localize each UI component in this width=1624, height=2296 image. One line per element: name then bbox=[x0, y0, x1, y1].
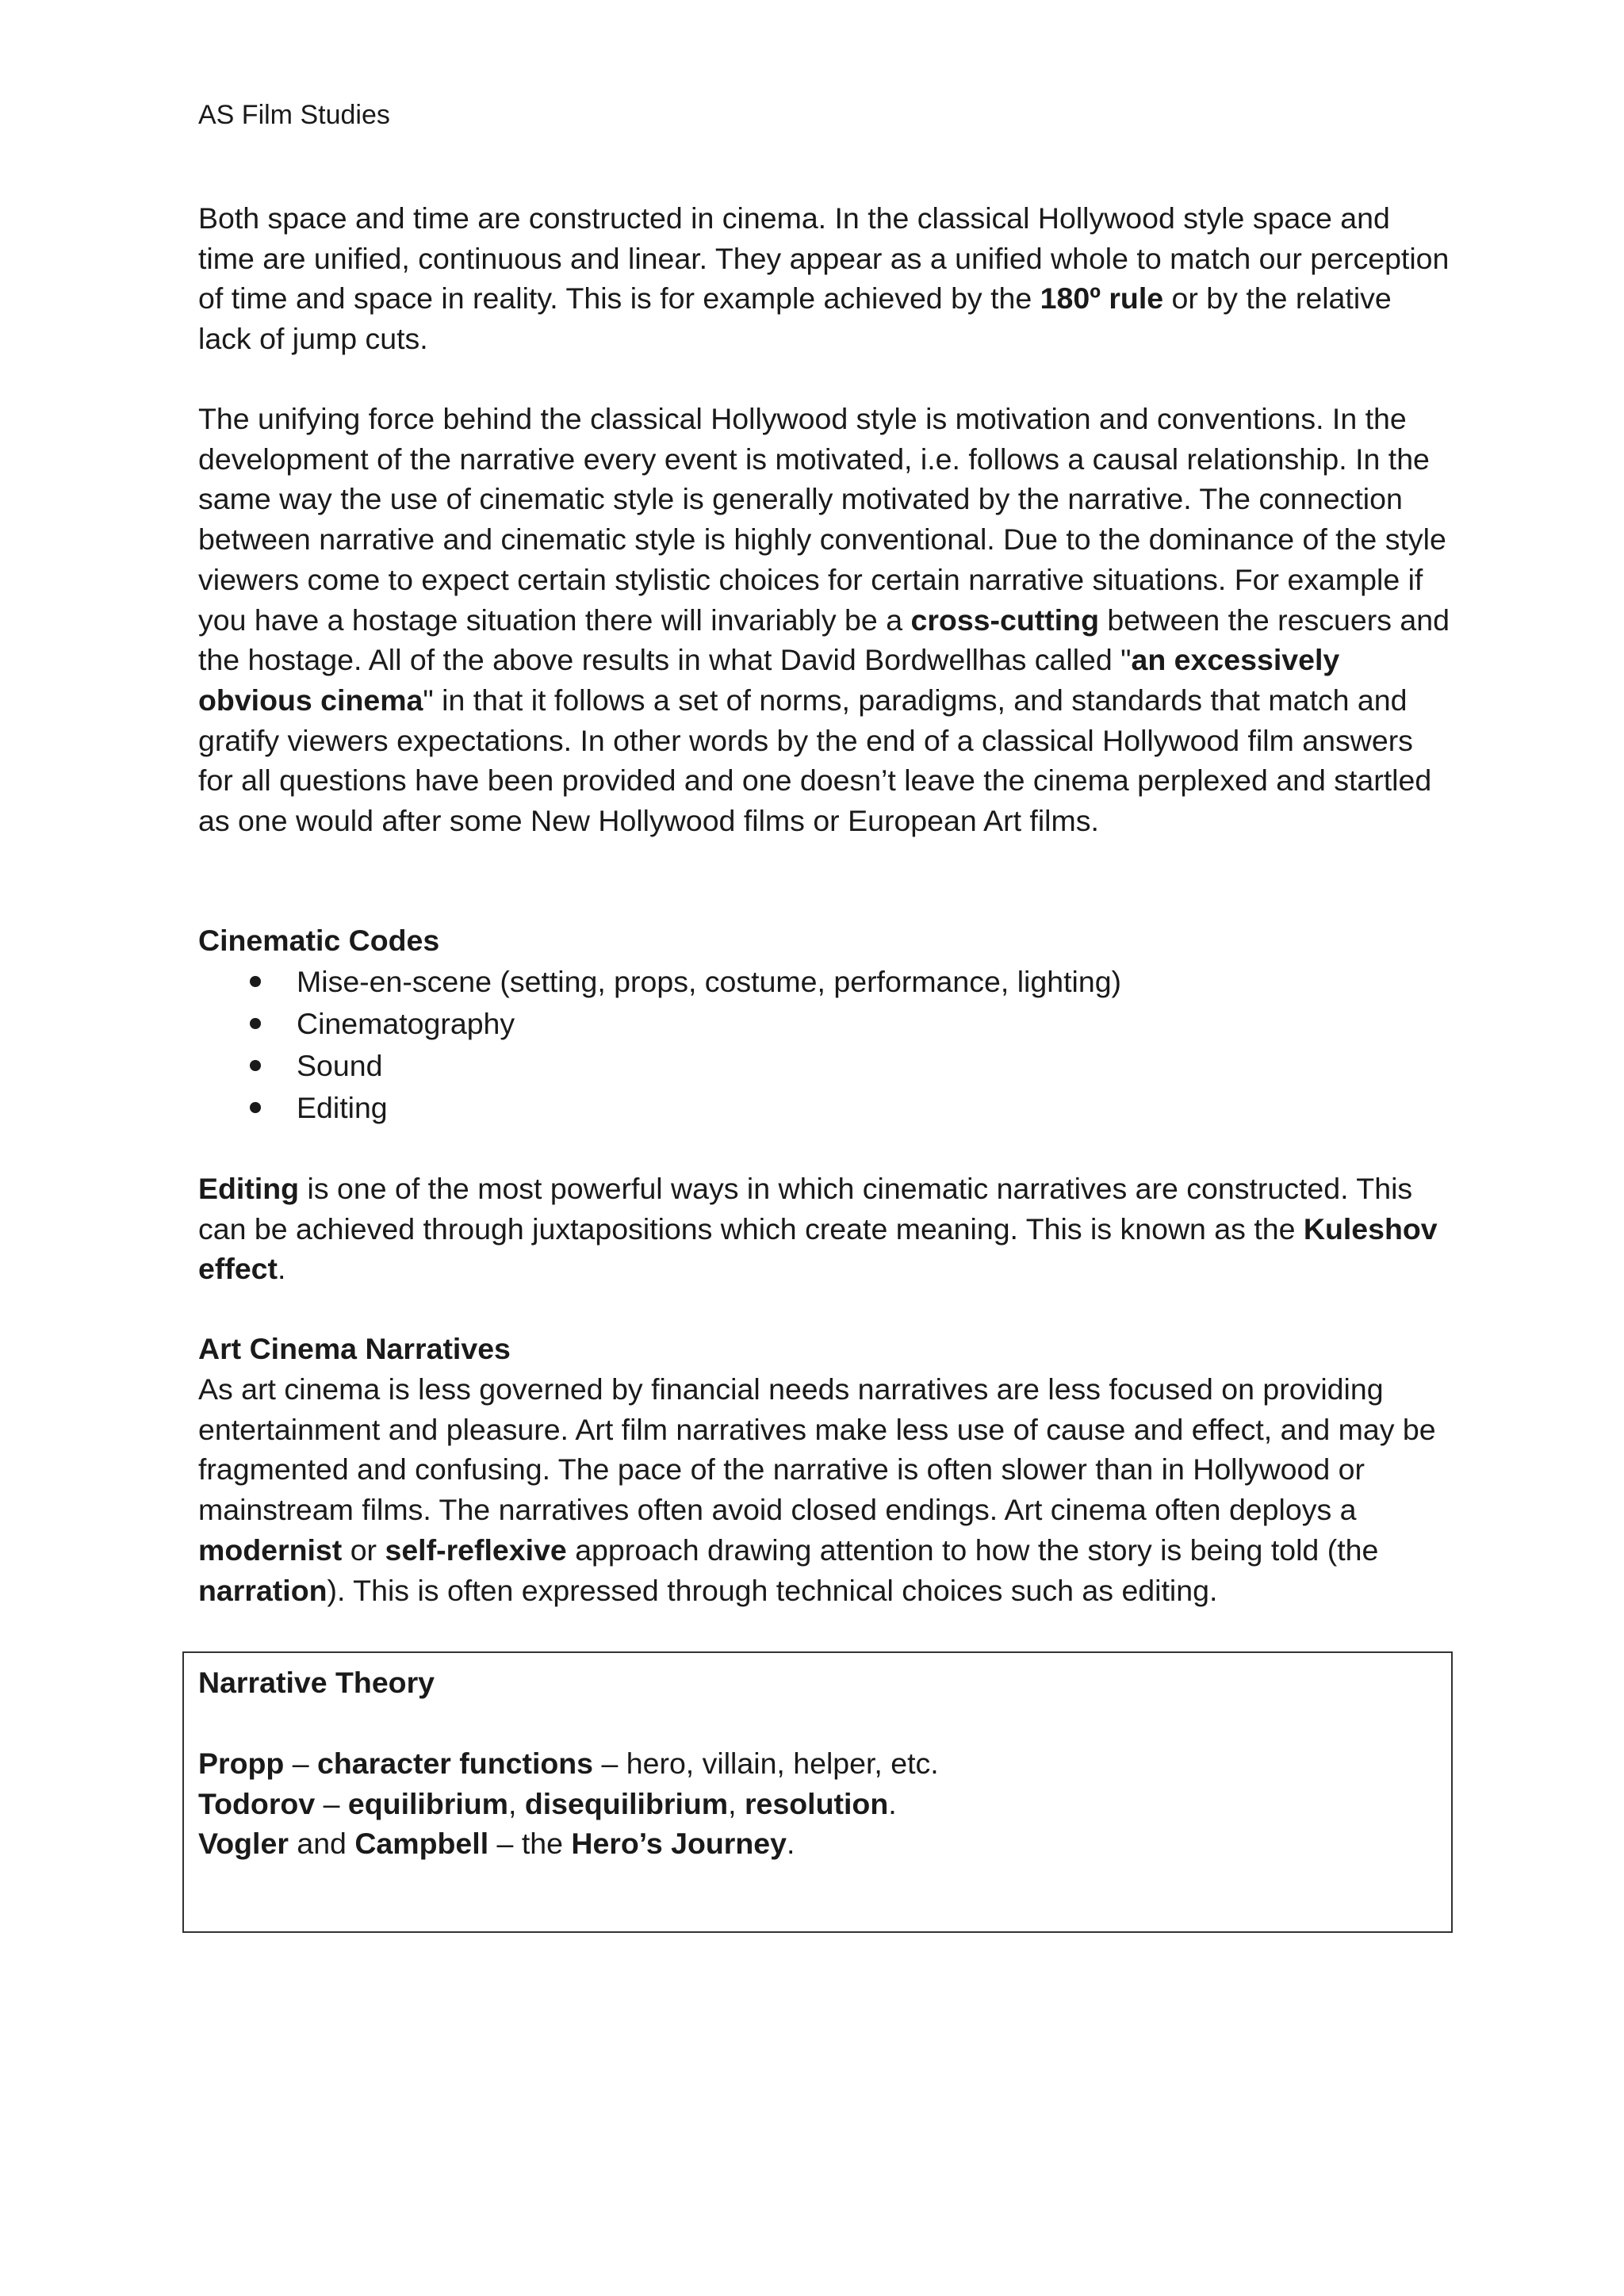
bold-term: disequilibrium bbox=[524, 1786, 729, 1820]
text-run: – bbox=[315, 1786, 348, 1820]
list-item bbox=[198, 961, 1121, 1003]
bullet-icon bbox=[250, 976, 261, 987]
theorist-name: Campbell bbox=[354, 1827, 489, 1861]
bold-term: Editing bbox=[198, 1172, 300, 1205]
text-run: . bbox=[787, 1827, 795, 1861]
bold-term: narration bbox=[198, 1573, 327, 1607]
text-run: approach drawing attention to how the story is being told (the bbox=[566, 1533, 1379, 1567]
theorist-name: Propp bbox=[198, 1747, 285, 1780]
text-run: As art cinema is less governed by financial needs narratives are less focused on providing entertainment and pleasure. Art film narratives make less use of cause and effect, and may be fragmented and confusing. The pace of the narrative is often slower than in Hollywood or mainstream films. The narratives often avoid closed endings. Art cinema often deploys a bbox=[198, 1372, 1436, 1527]
list-item bbox=[198, 1045, 1121, 1087]
bold-term: modernist bbox=[198, 1533, 343, 1567]
bold-term: Kuleshov effect bbox=[198, 1211, 1438, 1286]
intro-paragraph-motivation bbox=[198, 399, 1451, 841]
text-run: " in that it follows a set of norms, paradigms, and standards that match and gratify viewers expectations. In other words by the end of a classical Hollywood film answers for all questions have been provided and one doesn’t leave the cinema perplexed and startled as one would after some New Hollywood films or European Art films. bbox=[198, 683, 1432, 838]
list-item-label: Mise-en-scene (setting, props, costume, performance, lighting) bbox=[297, 965, 1122, 998]
text-run: between the rescuers and the hostage. All of the above results in what David Bordwellhas called " bbox=[198, 603, 1450, 677]
list-item bbox=[198, 1003, 1121, 1045]
bullet-icon bbox=[250, 1018, 261, 1029]
list-item bbox=[198, 1087, 1121, 1129]
bold-term: character functions bbox=[317, 1747, 594, 1780]
text-run: – hero, villain, helper, etc. bbox=[593, 1747, 939, 1780]
art-cinema-heading: Art Cinema Narratives bbox=[198, 1332, 511, 1365]
theory-line-vogler-campbell bbox=[198, 1823, 939, 1864]
text-run: The unifying force behind the classical Hollywood style is motivation and conventions. In the development of the narrative every event is motivated, i.e. follows a causal relationship. In the same way the use of cinematic style is generally motivated by the narrative. The connection between narrative and cinematic style is highly conventional. Due to the dominance of the style viewers come to expect certain stylistic choices for certain narrative situations. For example if you have a hostage situation there will invariably be a bbox=[198, 402, 1446, 637]
narrative-theory-lines bbox=[198, 1743, 939, 1864]
theorist-name: Vogler bbox=[198, 1827, 289, 1861]
list-item-label: Sound bbox=[297, 1049, 383, 1082]
bullet-icon bbox=[250, 1060, 261, 1071]
list-item-label: Cinematography bbox=[297, 1007, 515, 1040]
text-run: ). This is often expressed through technical choices such as editing. bbox=[327, 1573, 1218, 1607]
text-run: or bbox=[342, 1533, 385, 1567]
text-run: or by the relative lack of jump cuts. bbox=[198, 281, 1392, 356]
theory-line-propp bbox=[198, 1743, 939, 1784]
text-run: , bbox=[728, 1786, 745, 1820]
text-run: and bbox=[288, 1827, 355, 1861]
bold-term: equilibrium bbox=[347, 1786, 508, 1820]
text-run: . bbox=[888, 1786, 897, 1820]
text-run: – bbox=[284, 1747, 318, 1780]
text-run: Both space and time are constructed in cinema. In the classical Hollywood style space and time are unified, continuous and linear. They appear as a unified whole to match our perception of time and space in reality. This is for example achieved by the bbox=[198, 201, 1450, 316]
list-item-label: Editing bbox=[297, 1091, 388, 1124]
text-run: is one of the most powerful ways in which cinematic narratives are constructed. This can be achieved through juxtapositions which create meaning. This is known as the bbox=[198, 1172, 1413, 1246]
bold-term: resolution bbox=[744, 1786, 889, 1820]
bold-term: Hero’s Journey bbox=[571, 1827, 787, 1861]
cinematic-codes-heading: Cinematic Codes bbox=[198, 924, 440, 957]
page-header: AS Film Studies bbox=[198, 100, 390, 130]
text-run: , bbox=[508, 1786, 525, 1820]
theorist-name: Todorov bbox=[198, 1786, 316, 1820]
text-run: – the bbox=[488, 1827, 572, 1861]
bullet-icon bbox=[250, 1102, 261, 1113]
text-run: . bbox=[278, 1252, 286, 1286]
art-cinema-paragraph bbox=[198, 1369, 1451, 1610]
bold-term: self-reflexive bbox=[385, 1533, 567, 1567]
bold-term: cross-cutting bbox=[910, 603, 1099, 637]
intro-paragraph-space-time bbox=[198, 198, 1451, 359]
editing-paragraph bbox=[198, 1169, 1451, 1289]
bold-term: an excessively obvious cinema bbox=[198, 643, 1340, 717]
narrative-theory-title: Narrative Theory bbox=[198, 1666, 435, 1699]
cinematic-codes-list bbox=[198, 961, 1121, 1129]
theory-line-todorov bbox=[198, 1784, 939, 1824]
bold-term: 180º rule bbox=[1040, 281, 1164, 316]
narrative-theory-box bbox=[182, 1651, 1453, 1933]
